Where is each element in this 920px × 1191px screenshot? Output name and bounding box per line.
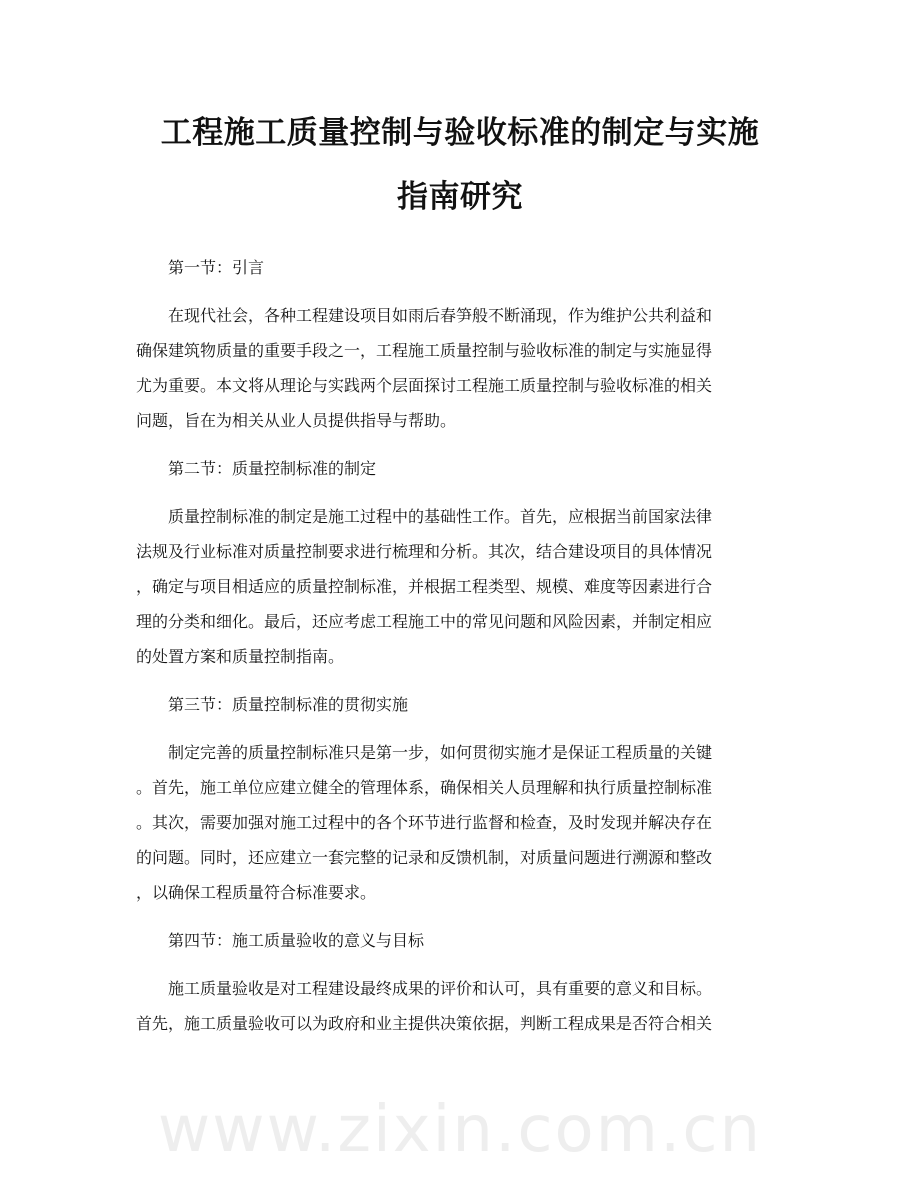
section-heading: 第二节：质量控制标准的制定 xyxy=(168,459,377,478)
watermark: www.zixin.com.cn xyxy=(157,1093,763,1167)
section-heading: 第一节：引言 xyxy=(168,258,265,277)
text-line: 的处置方案和质量控制指南。 xyxy=(136,647,345,666)
title-line: 指南研究 xyxy=(397,179,523,215)
text-line: 在现代社会，各种工程建设项目如雨后春笋般不断涌现，作为维护公共利益和 xyxy=(168,306,713,325)
paragraph xyxy=(136,499,796,674)
text-line: ，以确保工程质量符合标准要求。 xyxy=(136,883,377,902)
paragraph xyxy=(136,735,796,910)
text-line: 质量控制标准的制定是施工过程中的基础性工作。首先，应根据当前国家法律 xyxy=(168,507,713,526)
text-line: ，确定与项目相适应的质量控制标准，并根据工程类型、规模、难度等因素进行合 xyxy=(136,577,713,596)
section-heading: 第三节：质量控制标准的贯彻实施 xyxy=(168,695,409,714)
text-line: 尤为重要。本文将从理论与实践两个层面探讨工程施工质量控制与验收标准的相关 xyxy=(136,376,713,395)
paragraph xyxy=(136,298,796,438)
text-line: 施工质量验收是对工程建设最终成果的评价和认可，具有重要的意义和目标。 xyxy=(168,979,713,998)
section-2 xyxy=(136,451,796,674)
text-line: 制定完善的质量控制标准只是第一步，如何贯彻实施才是保证工程质量的关键 xyxy=(168,743,713,762)
text-line: 首先，施工质量验收可以为政府和业主提供决策依据，判断工程成果是否符合相关 xyxy=(136,1014,713,1033)
section-4 xyxy=(136,923,796,1041)
text-line: 理的分类和细化。最后，还应考虑工程施工中的常见问题和风险因素，并制定相应 xyxy=(136,612,713,631)
section-1 xyxy=(136,250,796,438)
text-line: 法规及行业标准对质量控制要求进行梳理和分析。其次，结合建设项目的具体情况 xyxy=(136,542,713,561)
document-title xyxy=(0,101,920,229)
title-line: 工程施工质量控制与验收标准的制定与实施 xyxy=(160,115,760,151)
text-line: 。首先，施工单位应建立健全的管理体系，确保相关人员理解和执行质量控制标准 xyxy=(136,778,713,797)
document-body xyxy=(136,250,796,1054)
text-line: 的问题。同时，还应建立一套完整的记录和反馈机制，对质量问题进行溯源和整改 xyxy=(136,848,713,867)
paragraph xyxy=(136,971,796,1041)
text-line: 确保建筑物质量的重要手段之一，工程施工质量控制与验收标准的制定与实施显得 xyxy=(136,341,713,360)
text-line: 问题，旨在为相关从业人员提供指导与帮助。 xyxy=(136,411,457,430)
section-heading: 第四节：施工质量验收的意义与目标 xyxy=(168,931,425,950)
section-3 xyxy=(136,687,796,910)
text-line: 。其次，需要加强对施工过程中的各个环节进行监督和检查，及时发现并解决存在 xyxy=(136,813,713,832)
